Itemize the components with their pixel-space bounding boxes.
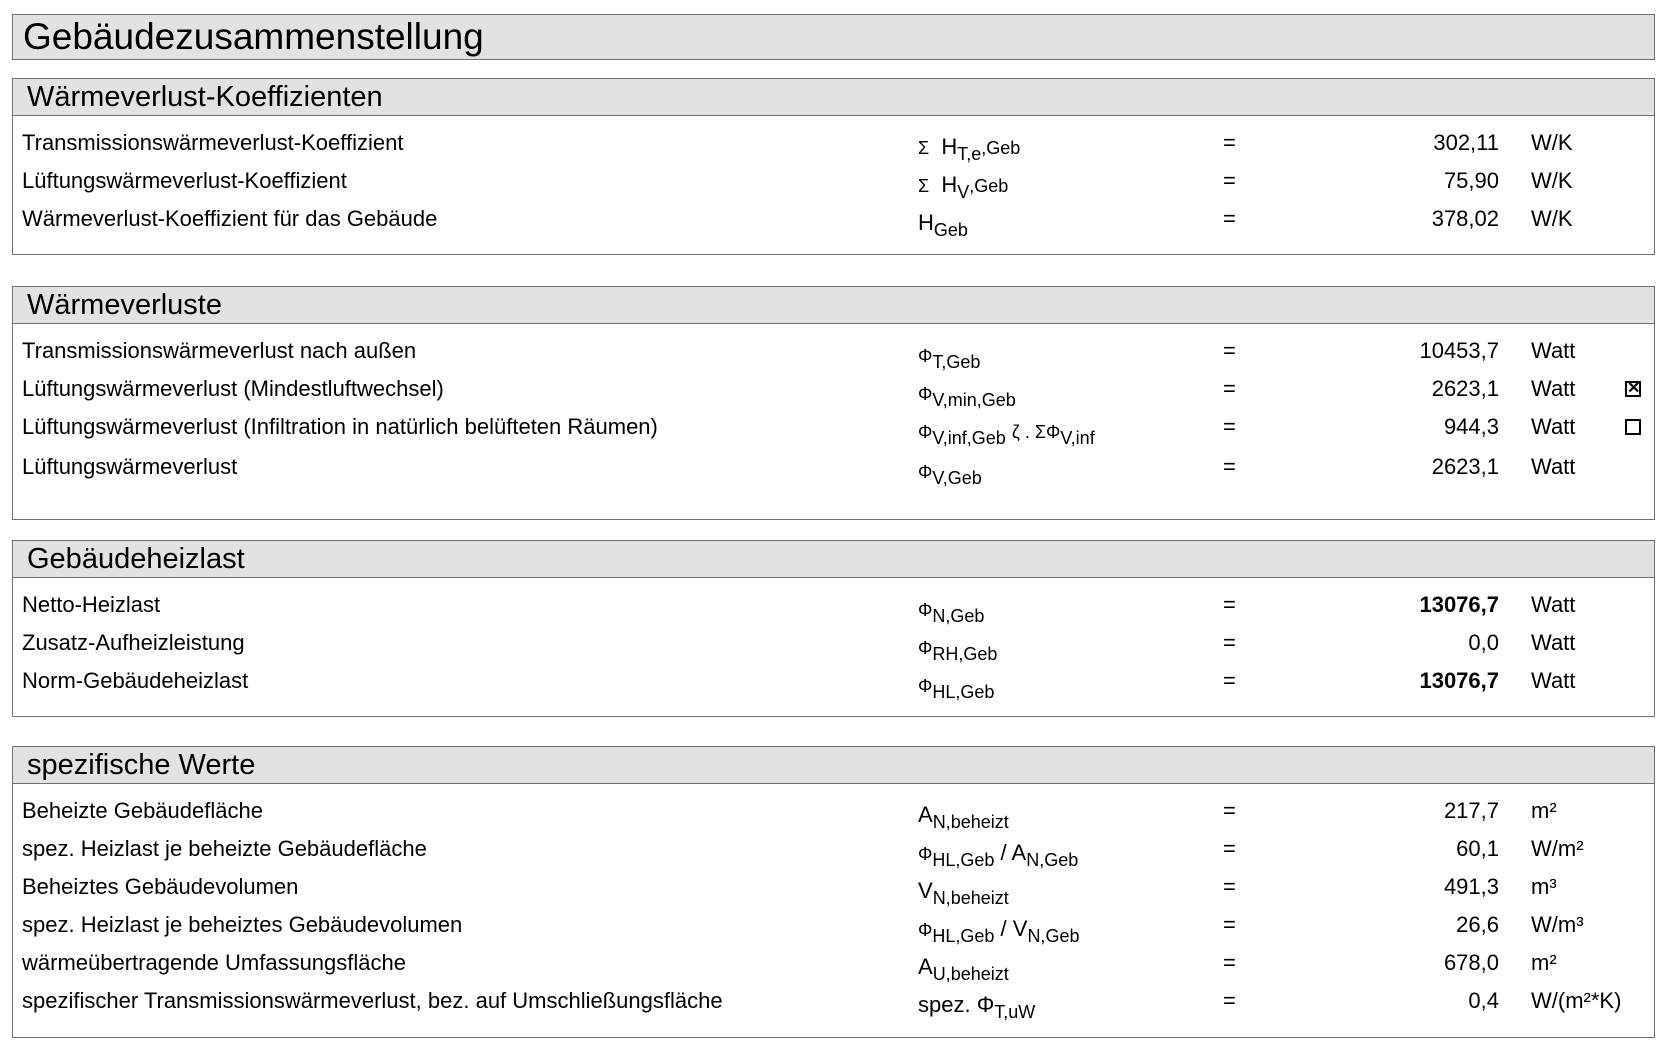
row-label: Lüftungswärmeverlust (Mindestluftwechsel) — [22, 376, 444, 401]
row-unit: W/K — [1531, 168, 1573, 193]
row-label: spez. Heizlast je beheiztes Gebäudevolumen — [22, 912, 463, 937]
row-label: Beheiztes Gebäudevolumen — [22, 874, 299, 899]
row-unit: W/m³ — [1531, 912, 1584, 937]
table-row — [13, 910, 1654, 948]
row-value: 10453,7 — [1419, 338, 1499, 363]
page-title: Gebäudezusammenstellung — [12, 14, 1655, 60]
row-value: 0,0 — [1468, 630, 1499, 655]
equals-sign: = — [1223, 668, 1236, 693]
row-label: wärmeübertragende Umfassungsfläche — [22, 950, 406, 975]
row-value: 2623,1 — [1431, 376, 1499, 401]
row-unit: Watt — [1531, 454, 1576, 479]
table-row — [13, 590, 1654, 628]
row-value: 302,11 — [1433, 130, 1499, 155]
table-row — [13, 128, 1654, 166]
row-label: Beheizte Gebäudefläche — [22, 798, 263, 823]
section-spezifische-werte — [12, 746, 1655, 1038]
table-row — [13, 374, 1654, 412]
equals-sign: = — [1223, 592, 1236, 617]
row-symbol: spez. $\Phi_{T,uW}$ — [918, 992, 1036, 1022]
checkbox-infiltration[interactable] — [1625, 419, 1641, 435]
row-label: Norm-Gebäudeheizlast — [22, 668, 249, 693]
row-label: Wärmeverlust-Koeffizient für das Gebäude — [22, 206, 438, 231]
equals-sign: = — [1223, 912, 1236, 937]
table-row — [13, 166, 1654, 204]
equals-sign: = — [1223, 338, 1236, 363]
row-symbol: Σ $H_V$ ,Geb — [918, 172, 1009, 202]
row-unit: W/K — [1531, 130, 1573, 155]
row-label: Transmissionswärmeverlust-Koeffizient — [22, 130, 404, 155]
row-symbol: $\Phi_{N,Geb}$ — [918, 600, 985, 626]
row-symbol: $\Phi_{RH,Geb}$ — [918, 638, 998, 664]
equals-sign: = — [1223, 454, 1236, 479]
row-value: 378,02 — [1431, 206, 1499, 231]
table-row — [13, 336, 1654, 374]
row-value: 13076,7 — [1419, 668, 1499, 693]
table-row — [13, 628, 1654, 666]
row-value: 75,90 — [1443, 168, 1499, 193]
row-symbol: $\Phi_{HL,Geb} / A_{N,Geb}$ — [918, 840, 1079, 870]
row-symbol: Σ $H_{T,e}$ ,Geb — [918, 134, 1021, 164]
row-unit: Watt — [1531, 338, 1576, 363]
row-symbol: $\Phi_{V,inf,Geb}$ ζ . $\Sigma\Phi_{V,inf}$ — [918, 422, 1095, 448]
table-row — [13, 872, 1654, 910]
table-row — [13, 834, 1654, 872]
row-label: Lüftungswärmeverlust (Infiltration in natürlich belüfteten Räumen) — [22, 414, 658, 439]
equals-sign: = — [1223, 798, 1236, 823]
row-value: 944,3 — [1443, 414, 1499, 439]
row-value: 2623,1 — [1431, 454, 1499, 479]
row-unit: m² — [1531, 950, 1557, 975]
row-symbol: $\Phi_{V,Geb}$ — [918, 462, 982, 488]
row-value: 13076,7 — [1419, 592, 1499, 617]
row-symbol: $V_{N,beheizt}$ — [918, 878, 1009, 908]
row-value: 0,4 — [1468, 988, 1499, 1013]
row-symbol: $A_{N,beheizt}$ — [918, 802, 1009, 832]
row-label: spezifischer Transmissionswärmeverlust, bez. auf Umschließungsfläche — [22, 988, 723, 1013]
row-symbol: $\Phi_{HL,Geb} / V_{N,Geb}$ — [918, 916, 1080, 946]
table-row — [13, 666, 1654, 704]
row-value: 491,3 — [1443, 874, 1499, 899]
equals-sign: = — [1223, 130, 1236, 155]
equals-sign: = — [1223, 206, 1236, 231]
row-value: 678,0 — [1443, 950, 1499, 975]
row-unit: W/m² — [1531, 836, 1584, 861]
table-row — [13, 452, 1654, 490]
section-waermeverlust-koeffizienten — [12, 78, 1655, 255]
row-symbol: $\Phi_{V,min,Geb}$ — [918, 384, 1016, 410]
section-gebaeudeheizlast — [12, 540, 1655, 717]
row-unit: Watt — [1531, 414, 1576, 439]
row-unit: m² — [1531, 798, 1557, 823]
row-value: 60,1 — [1456, 836, 1499, 861]
row-label: Transmissionswärmeverlust nach außen — [22, 338, 417, 363]
table-row — [13, 948, 1654, 986]
section-heading: Gebäudeheizlast — [13, 541, 1654, 578]
equals-sign: = — [1223, 376, 1236, 401]
row-unit: Watt — [1531, 376, 1576, 401]
equals-sign: = — [1223, 950, 1236, 975]
section-heading: spezifische Werte — [13, 747, 1654, 784]
row-value: 26,6 — [1456, 912, 1499, 937]
row-symbol: $A_{U,beheizt}$ — [918, 954, 1009, 984]
row-symbol: $\Phi_{T,Geb}$ — [918, 346, 981, 372]
equals-sign: = — [1223, 630, 1236, 655]
checkbox-mindestluftwechsel[interactable]: ✕ — [1627, 380, 1641, 397]
table-row — [13, 412, 1654, 450]
row-unit: W/K — [1531, 206, 1573, 231]
equals-sign: = — [1223, 414, 1236, 439]
row-unit: Watt — [1531, 630, 1576, 655]
row-label: Lüftungswärmeverlust-Koeffizient — [22, 168, 347, 193]
row-unit: Watt — [1531, 592, 1576, 617]
row-symbol: $\Phi_{HL,Geb}$ — [918, 676, 995, 702]
row-label: Netto-Heizlast — [22, 592, 161, 617]
equals-sign: = — [1223, 168, 1236, 193]
table-row — [13, 796, 1654, 834]
row-unit: W/(m²*K) — [1531, 988, 1622, 1013]
equals-sign: = — [1223, 988, 1236, 1013]
section-waermeverluste — [12, 286, 1655, 520]
row-unit: m³ — [1531, 874, 1557, 899]
equals-sign: = — [1223, 836, 1236, 861]
row-symbol: $H_{Geb}$ — [918, 210, 968, 240]
equals-sign: = — [1223, 874, 1236, 899]
table-row — [13, 204, 1654, 242]
section-heading: Wärmeverlust-Koeffizienten — [13, 79, 1654, 116]
row-label: Lüftungswärmeverlust — [22, 454, 238, 479]
section-heading: Wärmeverluste — [13, 287, 1654, 324]
row-label: spez. Heizlast je beheizte Gebäudefläche — [22, 836, 427, 861]
row-unit: Watt — [1531, 668, 1576, 693]
table-row — [13, 986, 1654, 1024]
row-value: 217,7 — [1443, 798, 1499, 823]
row-label: Zusatz-Aufheizleistung — [22, 630, 245, 655]
